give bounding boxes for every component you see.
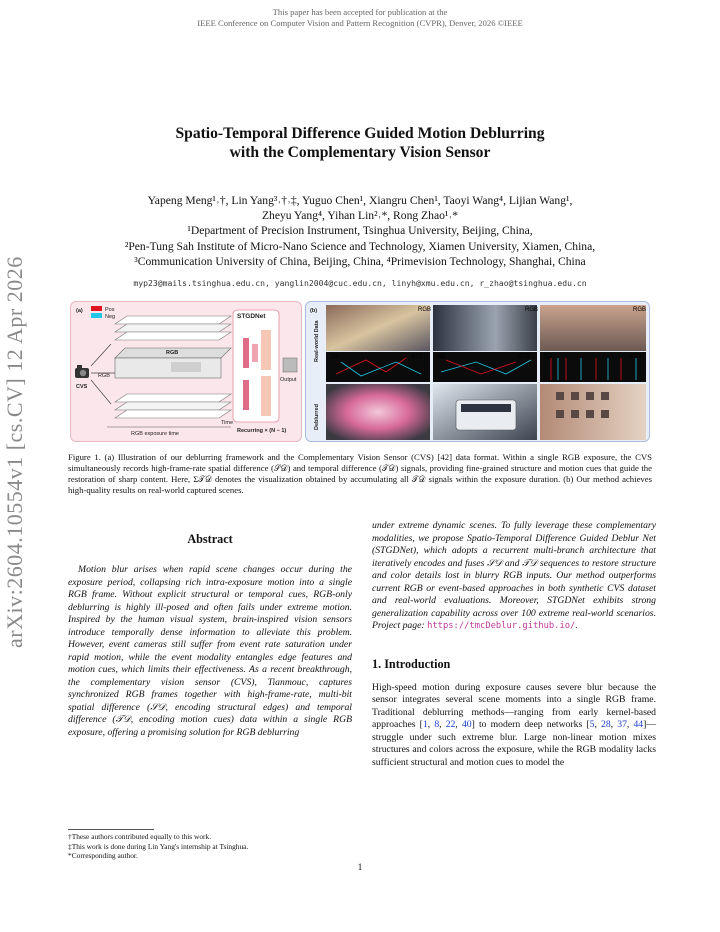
citation-link[interactable]: 8 (434, 719, 440, 730)
citation-link[interactable]: 28 (600, 719, 611, 730)
row-deblurred-label: Deblurred (314, 404, 320, 430)
right-column (372, 520, 656, 769)
stgdnet-box (233, 310, 279, 422)
footnote-rule (68, 829, 154, 830)
notice-line-2: IEEE Conference on Computer Vision and Pattern Recognition (CVPR), Denver, 2026 ©IEEE (197, 18, 523, 28)
publication-notice (0, 7, 720, 29)
citation-link[interactable]: 5 (589, 719, 595, 730)
encoder-block (243, 338, 249, 368)
author-emails[interactable]: myp23@mails.tsinghua.edu.cn, yanglin2004@cuc.edu.cn, linyh@xmu.edu.cn, r_zhao@tsinghua.edu.cn (133, 278, 587, 288)
sd-frame-stack (115, 394, 231, 418)
tag-rgb-2: RGB (525, 307, 539, 313)
affiliation-1: ¹Department of Precision Instrument, Tsinghua University, Beijing, China, (187, 224, 533, 238)
tag-std-3: STD (629, 354, 641, 360)
title-line-2: with the Complementary Vision Sensor (229, 144, 491, 161)
tag-std-1: STD (411, 354, 423, 360)
page-number: 1 (357, 863, 363, 873)
paper-title (60, 124, 660, 162)
td-frame-stack (115, 316, 231, 340)
row-real-label: Real-world Data (314, 320, 320, 362)
figure-caption: Figure 1. (a) Illustration of our deblurring framework and the Complementary Vision Sensor (CVS) [42] data format. Within a single RGB exposure, the CVS simultaneously records high-frame-rate spatial difference (𝒮𝒟) and temporal difference (𝒯𝒟) signals, providing fine-grained structure and motion cues that guide the restoration of sharp content. Here, Σ𝒯𝒟 denotes the visualization obtained by accumulating all 𝒯𝒟 signals within the exposure duration. (b) Our method achieves high-quality results on real-world captured scenes. (68, 452, 652, 495)
time-label: Time (221, 420, 234, 426)
attention-block-bottom (261, 376, 271, 416)
rgb-branch-label: RGB (98, 373, 110, 379)
rgb-frame-label: RGB (166, 350, 179, 356)
panel-a-label: (a) (76, 308, 83, 314)
citation-link[interactable]: 22 (445, 719, 456, 730)
tag-sd-2: SD (437, 354, 446, 360)
legend-neg: Neg (105, 314, 116, 320)
exposure-label: RGB exposure time (131, 431, 179, 437)
intro-text-2: ] to modern deep networks [ (471, 719, 590, 730)
blur-image-2 (433, 305, 537, 351)
citation-link[interactable]: 40 (461, 719, 472, 730)
arxiv-stamp[interactable]: arXiv:2604.10554v1 [cs.CV] 12 Apr 2026 (2, 256, 27, 648)
citation-link[interactable]: 37 (617, 719, 627, 730)
camera-icon (75, 365, 89, 378)
figure-1 (70, 301, 650, 442)
figure-panel-a (70, 301, 302, 442)
intro-heading: 1. Introduction (372, 656, 451, 671)
deblurred-image-1 (326, 384, 430, 440)
mid-block (252, 344, 258, 362)
cvs-label: CVS (76, 384, 88, 390)
author-block (60, 193, 660, 269)
output-label: Output (280, 377, 297, 383)
attention-block-top (261, 330, 271, 370)
left-column (68, 520, 352, 739)
project-url-link[interactable]: https://tmcDeblur.github.io/ (427, 621, 576, 631)
bus-shape (456, 400, 516, 430)
footnote-3: *Corresponding author. (68, 851, 138, 860)
neg-swatch (91, 313, 102, 318)
abstract-continuation-text: under extreme dynamic scenes. To fully leverage these complementary modalities, we propose Spatio-Temporal Difference Guided Deblur Net (STGDNet), which adopts a recurrent multi-branch architecture that iteratively encodes and fuses 𝒮𝒟 and 𝒯𝒟 sequences to restore structure and color details lost in blurry RGB inputs. Our method outperforms current RGB or event-based approaches in both synthetic CVS dataset and real-world evaluations. Moreover, STGDNet exhibits strong generalization capability across over 100 extreme real-world scenarios. Project page: (372, 520, 656, 631)
citation-link[interactable]: 1 (422, 719, 428, 730)
output-thumb (283, 358, 297, 372)
decoder-block (243, 380, 249, 410)
authors-line-2: Zheyu Yang⁴, Yihan Lin²˒*, Rong Zhao¹˒* (261, 209, 459, 223)
intro-text-1: High-speed motion during exposure causes severe blur because the sensor integrates several scene moments into a single RGB frame. Traditional deblurring methods—ranging from early kernel-based approaches [ (372, 681, 656, 730)
affiliation-2: ²Pen-Tung Sah Institute of Micro-Nano Science and Technology, Xiamen University, Xiamen, China, (124, 239, 596, 253)
citation-link[interactable]: 44 (633, 719, 644, 730)
tag-rgb-1: RGB (418, 307, 432, 313)
tag-rgb-3: RGB (633, 307, 647, 313)
title-line-1: Spatio-Temporal Difference Guided Motion Deblurring (175, 125, 545, 142)
footnotes (68, 832, 352, 861)
pos-swatch (91, 306, 102, 311)
legend-pos: Pos (105, 307, 115, 313)
results-grid (306, 302, 650, 442)
tag-sd-1: SD (330, 354, 339, 360)
blur-image-3 (540, 305, 646, 351)
figure-panel-b (305, 301, 650, 442)
affiliation-3: ³Communication University of China, Beijing, China, ⁴Primevision Technology, Shanghai, China (134, 254, 586, 268)
footnote-1: †These authors contributed equally to this work. (68, 832, 212, 841)
tag-sd-3: SD (544, 354, 553, 360)
abstract-body: Motion blur arises when rapid scene changes occur during the exposure period, collapsing rich intra-exposure motion into a single RGB frame. Without explicit structural or temporal cues, RGB-only deblurring is highly ill-posed and often fails under extreme motion. Inspired by the human visual system, brain-inspired vision sensors introduce temporally dense information to alleviate this problem. However, event cameras still suffer from event rate saturation under rapid motion, while the event modality entangles edge features and motion cues, which limits their effectiveness. As a recent breakthrough, the complementary vision sensor (CVS), Tianmouc, captures synchronized RGB frames together with high-frame-rate, multi-bit spatial difference (𝒮𝒟, encoding structural edges) and temporal difference (𝒯𝒟, encoding motion cues) data within a single RGB exposure, offering a promising solution for RGB deblurring (68, 564, 352, 738)
abstract-continuation: under extreme dynamic scenes. To fully leverage these complementary modalities, we propose Spatio-Temporal Difference Guided Deblur Net (STGDNet), which adopts a recurrent multi-branch architecture that iteratively encodes and fuses 𝒮𝒟 and 𝒯𝒟 sequences to restore structure and color details lost in blurry RGB inputs. Our method outperforms current RGB or event-based approaches in both synthetic CVS dataset and real-world evaluations. Moreover, STGDNet exhibits strong generalization capability across over 100 extreme real-world scenarios. Project page: https://tmcDeblur.github.io/. (372, 520, 656, 631)
blur-image-1 (326, 305, 430, 351)
tag-std-2: STD (518, 354, 530, 360)
panel-b-label: (b) (310, 308, 318, 314)
intro-body: High-speed motion during exposure causes severe blur because the sensor integrates several scene moments into a single RGB frame. Traditional deblurring methods—ranging from early kernel-based approaches [1, 8, 22, 40] to modern deep networks [5, 28, 37, 44]—struggle under such extreme blur. Large non-linear motion mixes structures and colors across the exposure, while the RGB modality lacks sufficient structural and motion cues to model the (372, 681, 657, 768)
notice-line-1: This paper has been accepted for publication at the (272, 7, 448, 17)
recurring-label: Recurring × (N − 1) (237, 428, 287, 434)
net-label: STGDNet (237, 313, 266, 320)
intro-text-3: ]—struggle under such extreme blur. Large non-linear motion mixes structures and colors across the exposure, while the RGB modality lacks sufficient structural and motion cues to model the (372, 719, 657, 768)
framework-diagram (71, 302, 302, 442)
footnote-2: ‡This work is done during Lin Yang's internship at Tsinghua. (68, 841, 249, 851)
abstract-heading: Abstract (187, 532, 233, 546)
authors-line-1: Yapeng Meng¹˒†, Lin Yang³˒†˒‡, Yuguo Chen¹, Xiangru Chen¹, Taoyi Wang⁴, Lijian Wang¹, (147, 194, 573, 207)
